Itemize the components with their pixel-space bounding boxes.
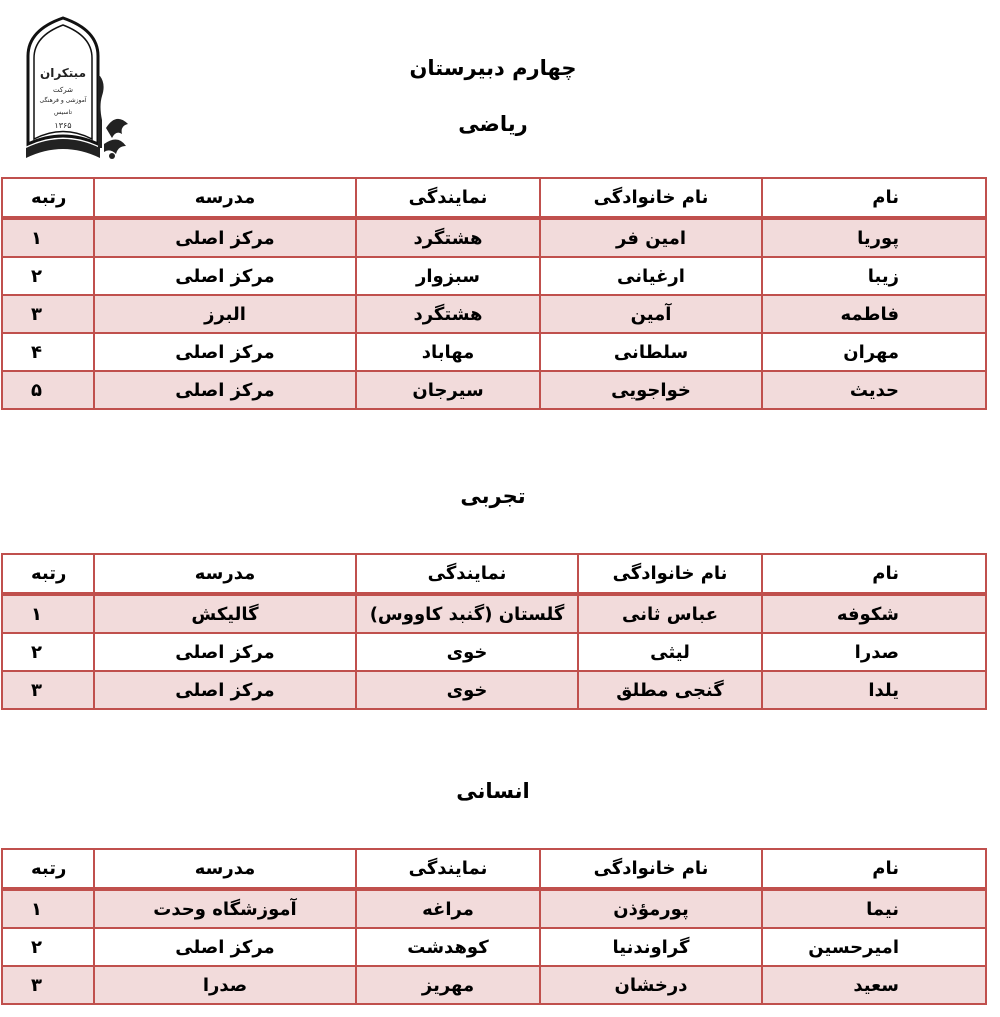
cell-first-name: یلدا — [762, 671, 986, 709]
cell-last-name: گراوندنیا — [540, 928, 762, 966]
cell-rank: ۱ — [2, 594, 94, 633]
results-table-humanities — [1, 848, 987, 1005]
results-table-experimental — [1, 553, 987, 710]
cell-rank: ۳ — [2, 966, 94, 1004]
cell-rank: ۲ — [2, 257, 94, 295]
cell-first-name: امیرحسین — [762, 928, 986, 966]
cell-last-name: خواجویی — [540, 371, 762, 409]
cell-first-name: صدرا — [762, 633, 986, 671]
table-header-row — [2, 178, 986, 218]
table-row — [2, 633, 986, 671]
page-title: چهارم دبیرستان — [409, 56, 577, 80]
cell-school: آموزشگاه وحدت — [94, 889, 356, 928]
cell-last-name: لیثی — [578, 633, 762, 671]
column-header-rank: رتبه — [2, 178, 94, 218]
cell-last-name: آمین — [540, 295, 762, 333]
cell-first-name: مهران — [762, 333, 986, 371]
logo-line-2: آموزشی و فرهنگی — [39, 97, 87, 104]
cell-rank: ۳ — [2, 671, 94, 709]
column-header-first-name: نام — [762, 178, 986, 218]
cell-rank: ۴ — [2, 333, 94, 371]
column-header-branch: نمایندگی — [356, 178, 540, 218]
logo-name: مبتکران — [39, 66, 87, 80]
cell-rank: ۲ — [2, 633, 94, 671]
cell-school: مرکز اصلی — [94, 928, 356, 966]
cell-branch: سیرجان — [356, 371, 540, 409]
table-row — [2, 257, 986, 295]
cell-last-name: ارغیانی — [540, 257, 762, 295]
cell-rank: ۵ — [2, 371, 94, 409]
cell-last-name: درخشان — [540, 966, 762, 1004]
cell-branch: هشتگرد — [356, 295, 540, 333]
cell-branch: مهریز — [356, 966, 540, 1004]
table-row — [2, 966, 986, 1004]
column-header-last-name: نام خانوادگی — [578, 554, 762, 594]
cell-last-name: گنجی مطلق — [578, 671, 762, 709]
cell-rank: ۳ — [2, 295, 94, 333]
table-row — [2, 594, 986, 633]
table-row — [2, 333, 986, 371]
cell-school: البرز — [94, 295, 356, 333]
column-header-school: مدرسه — [94, 849, 356, 889]
table-row — [2, 371, 986, 409]
cell-school: صدرا — [94, 966, 356, 1004]
table-row — [2, 218, 986, 257]
column-header-last-name: نام خانوادگی — [540, 849, 762, 889]
section-title-math: ریاضی — [458, 112, 528, 136]
cell-school: مرکز اصلی — [94, 371, 356, 409]
cell-school: مرکز اصلی — [94, 633, 356, 671]
table-header-row — [2, 849, 986, 889]
cell-first-name: حدیث — [762, 371, 986, 409]
table-header-row — [2, 554, 986, 594]
cell-first-name: فاطمه — [762, 295, 986, 333]
cell-branch: مراغه — [356, 889, 540, 928]
column-header-school: مدرسه — [94, 554, 356, 594]
column-header-school: مدرسه — [94, 178, 356, 218]
cell-first-name: سعید — [762, 966, 986, 1004]
cell-school: مرکز اصلی — [94, 333, 356, 371]
column-header-rank: رتبه — [2, 849, 94, 889]
cell-branch: هشتگرد — [356, 218, 540, 257]
section-title-humanities: انسانی — [456, 779, 530, 803]
cell-rank: ۱ — [2, 889, 94, 928]
cell-rank: ۱ — [2, 218, 94, 257]
cell-rank: ۲ — [2, 928, 94, 966]
column-header-branch: نمایندگی — [356, 554, 578, 594]
results-table-math — [1, 177, 987, 410]
column-header-branch: نمایندگی — [356, 849, 540, 889]
logo-line-1: شرکت — [53, 86, 73, 94]
logo-line-3: تاسیس — [54, 109, 72, 116]
cell-first-name: زیبا — [762, 257, 986, 295]
cell-school: مرکز اصلی — [94, 671, 356, 709]
cell-first-name: پوریا — [762, 218, 986, 257]
column-header-first-name: نام — [762, 849, 986, 889]
logo — [22, 16, 132, 170]
section-title-experimental: تجربی — [460, 484, 526, 508]
cell-school: گالیکش — [94, 594, 356, 633]
cell-first-name: نیما — [762, 889, 986, 928]
cell-branch: گلستان (گنبد کاووس) — [356, 594, 578, 633]
cell-branch: سبزوار — [356, 257, 540, 295]
cell-branch: مهاباد — [356, 333, 540, 371]
logo-year: ۱۳۶۵ — [54, 121, 72, 130]
column-header-rank: رتبه — [2, 554, 94, 594]
cell-last-name: سلطانی — [540, 333, 762, 371]
cell-last-name: امین فر — [540, 218, 762, 257]
cell-school: مرکز اصلی — [94, 257, 356, 295]
cell-last-name: عباس ثانی — [578, 594, 762, 633]
table-row — [2, 889, 986, 928]
column-header-first-name: نام — [762, 554, 986, 594]
cell-last-name: پورمؤذن — [540, 889, 762, 928]
table-row — [2, 671, 986, 709]
table-row — [2, 928, 986, 966]
cell-branch: خوی — [356, 671, 578, 709]
column-header-last-name: نام خانوادگی — [540, 178, 762, 218]
cell-first-name: شکوفه — [762, 594, 986, 633]
cell-branch: کوهدشت — [356, 928, 540, 966]
table-row — [2, 295, 986, 333]
cell-branch: خوی — [356, 633, 578, 671]
cell-school: مرکز اصلی — [94, 218, 356, 257]
